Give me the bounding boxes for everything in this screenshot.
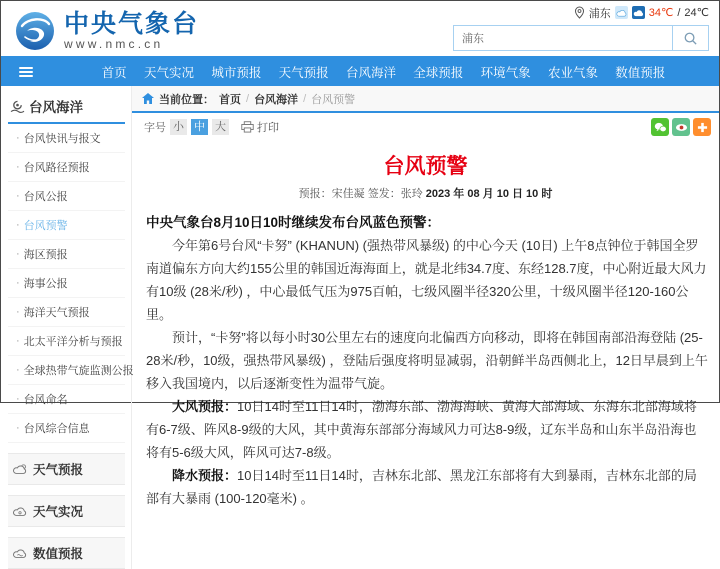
sidebar-item-maritime-bulletin[interactable]: [8, 269, 125, 298]
nav-item-env-weather[interactable]: 环境气象: [480, 66, 531, 80]
sidebar-item-label: 台风预警: [23, 220, 68, 232]
paragraph-lead: 降水预报：: [172, 468, 238, 483]
search-icon: [683, 31, 698, 46]
temp-low: 24℃: [684, 7, 709, 19]
issuer-label: 签发：: [367, 188, 401, 200]
main-nav: [1, 58, 719, 86]
font-size-label: 字号: [144, 122, 166, 134]
bullet: ·: [16, 248, 20, 260]
sidebar-item-label: 台风命名: [23, 394, 68, 406]
main-nav-items: [33, 63, 719, 81]
location-pin-icon: [574, 6, 585, 19]
bullet: ·: [16, 277, 20, 289]
nav-item-numerical-forecast[interactable]: 数值预报: [615, 66, 666, 80]
sidebar-section-typhoon-ocean[interactable]: [8, 94, 125, 124]
bullet: ·: [16, 306, 20, 318]
more-share-icon[interactable]: [693, 118, 711, 136]
sidebar-item-label: 海区预报: [23, 249, 68, 261]
article-paragraph: [146, 395, 709, 464]
nav-item-city-forecast[interactable]: 城市预报: [211, 66, 262, 80]
sidebar-item-label: 海事公报: [23, 278, 68, 290]
paragraph-text: 预计，“卡努”将以每小时30公里左右的速度向北偏西方向移动，即将在韩国南部沿海登陆 (25-28米/秒，10级，强热带风暴级) ，登陆后强度将明显减弱，沿朝鲜半岛西侧北上，12日早晨到上午移入我国境内，以后逐渐变性为温带气旋。: [146, 330, 708, 391]
article-headline: 中央气象台8月10日10时继续发布台风蓝色预警：: [146, 215, 441, 230]
sidebar-item-label: 台风公报: [23, 191, 68, 203]
nav-item-global-forecast[interactable]: 全球预报: [413, 66, 464, 80]
nav-item-weather-forecast[interactable]: 天气预报: [278, 66, 329, 80]
breadcrumb-typhoon-ocean[interactable]: 台风海洋: [254, 93, 299, 106]
nav-item-home[interactable]: 首页: [101, 66, 127, 80]
sidebar-item-label: 全球热带气旋监测公报: [23, 365, 134, 377]
sidebar-item-label: 台风路径预报: [23, 162, 90, 174]
breadcrumb-home[interactable]: 首页: [219, 93, 241, 106]
logo-text: [64, 11, 199, 51]
font-size-medium-button[interactable]: 中: [191, 119, 208, 135]
issue-datetime: 2023 年 08 月 10 日 10 时: [425, 188, 553, 200]
search-box: [453, 25, 709, 51]
breadcrumb-current: 台风预警: [311, 93, 356, 106]
font-size-small-button[interactable]: 小: [170, 119, 187, 135]
sidebar-item-global-cyclone[interactable]: [8, 356, 134, 385]
printer-icon: [241, 121, 254, 133]
print-label: 打印: [257, 122, 279, 134]
sidebar-item-label: 海洋天气预报: [23, 307, 90, 319]
bullet: ·: [16, 190, 20, 202]
bullet: ·: [16, 335, 20, 347]
bullet: ·: [16, 132, 20, 144]
font-size-large-button[interactable]: 大: [212, 119, 229, 135]
sidebar-item-typhoon-naming[interactable]: [8, 385, 125, 414]
share-bar: [651, 118, 711, 136]
sidebar-section-label: 天气预报: [33, 463, 84, 477]
night-weather-icon: [632, 6, 645, 19]
nav-item-agri-weather[interactable]: 农业气象: [547, 66, 598, 80]
sidebar-section-weather-forecast[interactable]: [8, 453, 125, 485]
nav-item-live-weather[interactable]: 天气实况: [143, 66, 194, 80]
nmc-logo-icon: [15, 11, 55, 51]
content: [132, 86, 719, 569]
article-paragraph: [146, 464, 709, 510]
forecaster-label: 预报：: [298, 188, 332, 200]
cloud-icon: [12, 505, 28, 517]
sidebar-section-numerical-forecast[interactable]: [8, 537, 125, 569]
site-header: [1, 1, 719, 58]
sun-cloud-icon: [12, 463, 28, 475]
sidebar-item-ocean-weather[interactable]: [8, 298, 125, 327]
body: [1, 86, 719, 569]
sidebar-item-typhoon-info[interactable]: [8, 414, 125, 443]
sidebar-item-typhoon-bulletin[interactable]: [8, 182, 125, 211]
breadcrumb-separator: /: [303, 92, 307, 105]
paragraph-lead: 大风预报：: [172, 399, 238, 414]
print-button[interactable]: [241, 119, 279, 135]
bullet: ·: [16, 393, 20, 405]
sidebar: [1, 86, 132, 569]
header-right: [453, 1, 709, 56]
sidebar-item-label: 北太平洋分析与预报: [23, 336, 123, 348]
paragraph-text: 10日14时至11日14时，渤海东部、渤海海峡、黄海大部海域、东海东北部海域将有6-7级、阵风8-9级的大风，其中黄海东部部分海域风力可达8-9级，辽东半岛和山东半岛沿海也将有5-6级大风，阵风可达7-8级。: [146, 399, 697, 460]
sidebar-list: [8, 124, 134, 443]
forecaster-name: 宋佳凝: [331, 188, 365, 200]
article-paragraph: [146, 234, 709, 326]
sidebar-item-typhoon-warning[interactable]: [8, 211, 125, 240]
breadcrumb-separator: /: [246, 92, 250, 105]
local-weather-strip: [574, 5, 709, 20]
sidebar-item-label: 台风快讯与报文: [23, 133, 101, 145]
sidebar-item-typhoon-news[interactable]: [8, 124, 125, 153]
article-meta: [132, 185, 719, 201]
breadcrumb-label: 当前位置：: [159, 93, 214, 106]
temp-high: 34℃: [648, 7, 674, 19]
location-label[interactable]: 浦东: [588, 7, 611, 20]
sidebar-section-label: 天气实况: [33, 505, 84, 519]
site-url: www.nmc.cn: [64, 37, 164, 52]
toolbar: [132, 113, 719, 141]
bullet: ·: [16, 219, 20, 231]
cloud-wave-icon: [12, 547, 28, 559]
bullet: ·: [16, 161, 20, 173]
paragraph-text: 10日14时至11日14时，吉林东北部、黑龙江东部将有大到暴雨，吉林东北部的局部有大暴雨 (100-120毫米) 。: [146, 468, 697, 506]
site-name: 中央气象台: [64, 10, 200, 39]
paragraph-text: 今年第6号台风“卡努” (KHANUN) (强热带风暴级) 的中心今天 (10日) 上午8点钟位于韩国全罗南道偏东方向大约155公里的韩国近海海面上，就是北纬34.7度、东经128.7度，中心附近最大风力有10级 (28米/秒) ，中心最低气压为975百帕，七级风圈半径320公里，十级风圈半径120-160公里。: [146, 238, 707, 322]
bullet: ·: [16, 364, 20, 376]
sidebar-section-title: 台风海洋: [29, 100, 83, 115]
home-icon: [142, 93, 154, 104]
sidebar-item-typhoon-track[interactable]: [8, 153, 125, 182]
nav-item-typhoon-ocean[interactable]: 台风海洋: [345, 66, 396, 80]
search-button[interactable]: [672, 26, 708, 50]
article-body: [132, 201, 719, 510]
site-logo[interactable]: [15, 1, 199, 56]
sidebar-section-live-weather[interactable]: [8, 495, 125, 527]
sidebar-item-sea-forecast[interactable]: [8, 240, 125, 269]
article-paragraph: [146, 326, 709, 395]
day-weather-icon: [615, 6, 628, 19]
issuer-name: 张玲: [400, 188, 423, 200]
page-title: 台风预警: [383, 155, 468, 178]
bullet: ·: [16, 422, 20, 434]
search-input[interactable]: [454, 26, 672, 50]
wechat-share-icon[interactable]: [651, 118, 669, 136]
sidebar-item-north-pacific[interactable]: [8, 327, 125, 356]
breadcrumb: [132, 86, 719, 113]
sidebar-section-label: 数值预报: [33, 547, 84, 561]
eye-share-icon[interactable]: [672, 118, 690, 136]
sidebar-item-label: 台风综合信息: [23, 423, 90, 435]
temp-separator: /: [677, 6, 681, 19]
typhoon-icon: [10, 100, 25, 113]
menu-icon[interactable]: [19, 67, 33, 77]
